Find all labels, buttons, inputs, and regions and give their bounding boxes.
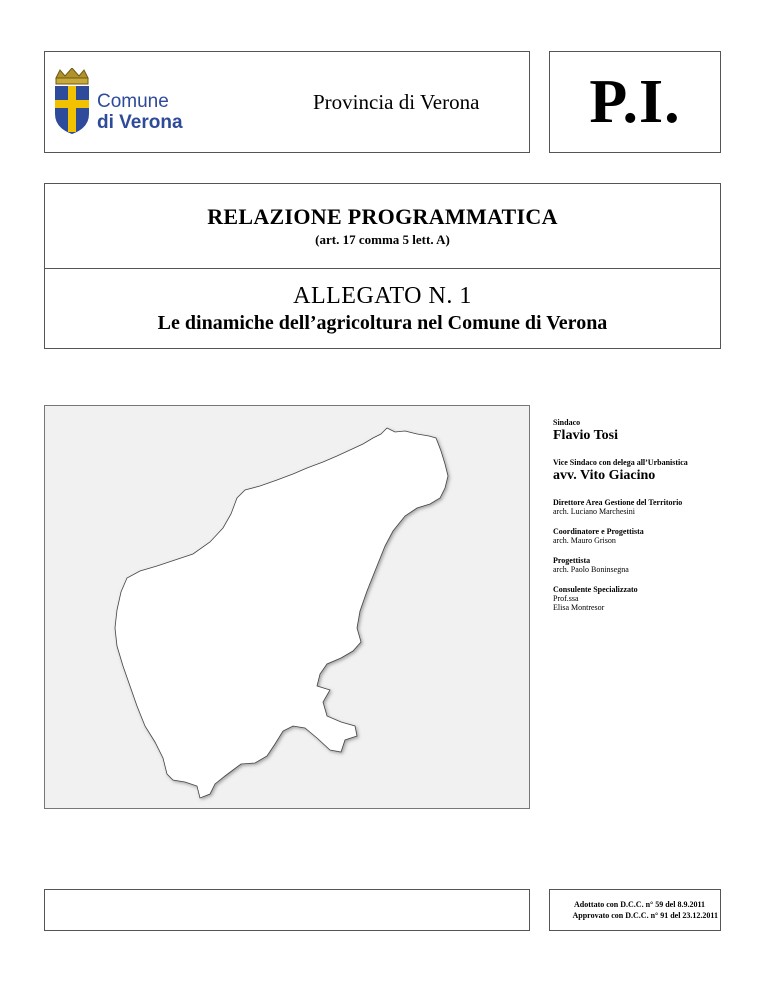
designer-role: Progettista: [553, 556, 591, 565]
credit-coordinator: [553, 527, 753, 545]
credits-panel: [553, 418, 753, 623]
approved-note: Approvato con D.C.C. n° 91 del 23.12.2011: [572, 911, 718, 920]
annex-number: ALLEGATO N. 1: [293, 283, 472, 309]
verona-shield-icon: [51, 68, 93, 136]
credit-director: [553, 498, 753, 516]
coordinator-name: arch. Mauro Grison: [553, 536, 616, 545]
vice-mayor-role: Vice Sindaco con delega all’Urbanistica: [553, 458, 688, 467]
title-box: [44, 183, 721, 349]
comune-di-verona-logo: [51, 68, 201, 138]
annex-section: [45, 269, 720, 349]
main-title: RELAZIONE PROGRAMMATICA: [207, 204, 558, 229]
mayor-role: Sindaco: [553, 418, 581, 427]
consultant-name: Elisa Montresor: [553, 603, 605, 612]
logo-text-comune: Comune: [97, 91, 169, 112]
footer-empty-box: [44, 889, 530, 931]
credit-designer: [553, 556, 753, 574]
municipality-map: [44, 405, 530, 809]
director-name: arch. Luciano Marchesini: [553, 507, 635, 516]
verona-boundary-map: [45, 406, 531, 810]
credit-consultant: [553, 585, 753, 612]
coordinator-role: Coordinatore e Progettista: [553, 527, 644, 536]
credit-mayor: [553, 418, 753, 444]
subtitle: (art. 17 comma 5 lett. A): [315, 232, 450, 247]
consultant-role: Consulente Specializzato: [553, 585, 638, 594]
plan-abbreviation: P.I.: [589, 67, 681, 136]
header-box: [44, 51, 530, 153]
consultant-title: Prof.ssa: [553, 594, 579, 603]
municipality-boundary: [115, 428, 448, 798]
credit-vice-mayor: [553, 458, 753, 484]
designer-name: arch. Paolo Boninsegna: [553, 565, 629, 574]
mayor-name: Flavio Tosi: [553, 428, 618, 443]
province-label: Provincia di Verona: [313, 90, 480, 114]
vice-mayor-name: avv. Vito Giacino: [553, 468, 656, 483]
title-section: [45, 184, 720, 269]
director-role: Direttore Area Gestione del Territorio: [553, 498, 683, 507]
annex-title: Le dinamiche dell’agricoltura nel Comune di Verona: [157, 312, 608, 334]
logo-text-di-verona: di Verona: [97, 112, 183, 133]
adopted-note: Adottato con D.C.C. n° 59 del 8.9.2011: [574, 900, 705, 909]
plan-abbreviation-box: [549, 51, 721, 153]
footer-approval-box: [549, 889, 721, 931]
